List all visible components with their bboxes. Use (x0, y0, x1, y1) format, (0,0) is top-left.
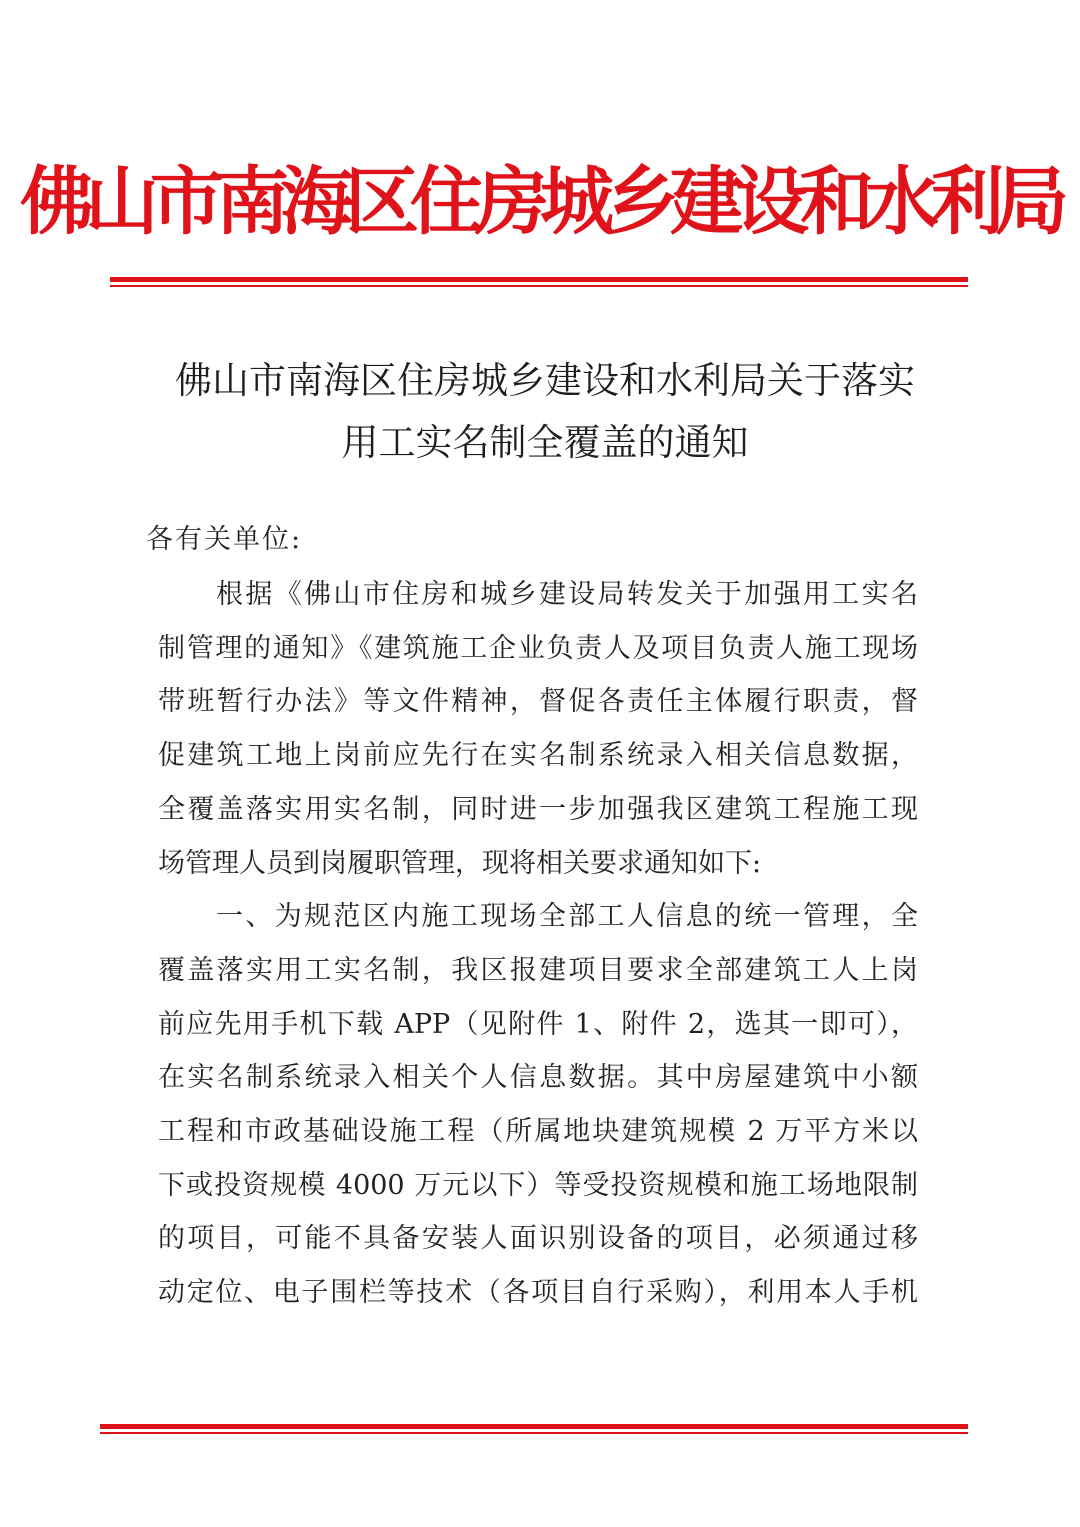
masthead-org-name: 佛山市南海区住房城乡建设和水利局 (20, 159, 1060, 245)
body-line: 下或投资规模 4000 万元以下）等受投资规模和施工场地限制 (158, 1169, 918, 1201)
body-line: 全覆盖落实用实名制，同时进一步加强我区建筑工程施工现 (158, 793, 918, 825)
body-line: 覆盖落实用工实名制，我区报建项目要求全部建筑工人上岗 (158, 954, 918, 986)
body-line: 根据《佛山市住房和城乡建设局转发关于加强用工实名 (216, 579, 918, 610)
masthead-divider-thin (110, 285, 968, 287)
body-line: 动定位、电子围栏等技术（各项目自行采购），利用本人手机 (158, 1277, 918, 1309)
body-line: 工程和市政基础设施工程（所属地块建筑规模 2 万平方米以 (158, 1116, 918, 1148)
body-line: 制管理的通知》《建筑施工企业负责人及项目负责人施工现场 (158, 632, 918, 664)
body-line: 的项目，可能不具备安装人面识别设备的项目，必须通过移 (158, 1223, 918, 1255)
footer-divider-thin (100, 1432, 968, 1434)
body-line: 场管理人员到岗履职管理，现将相关要求通知如下: (158, 847, 762, 879)
document-title-line: 佛山市南海区住房城乡建设和水利局关于落实 (175, 359, 915, 402)
body-line: 促建筑工地上岗前应先行在实名制系统录入相关信息数据， (158, 740, 918, 772)
body-line: 前应先用手机下载 APP（见附件 1、附件 2，选其一即可）， (158, 1008, 918, 1040)
document-title-line: 用工实名制全覆盖的通知 (341, 421, 749, 464)
footer-divider-thick (100, 1424, 968, 1429)
body-line: 带班暂行办法》等文件精神，督促各责任主体履行职责，督 (158, 686, 918, 718)
masthead-divider-thick (110, 277, 968, 282)
body-line: 一、为规范区内施工现场全部工人信息的统一管理，全 (216, 901, 918, 933)
salutation: 各有关单位: (146, 524, 303, 555)
document-body (158, 568, 918, 1320)
document-title (100, 350, 990, 474)
body-line: 在实名制系统录入相关个人信息数据。其中房屋建筑中小额 (158, 1062, 918, 1094)
